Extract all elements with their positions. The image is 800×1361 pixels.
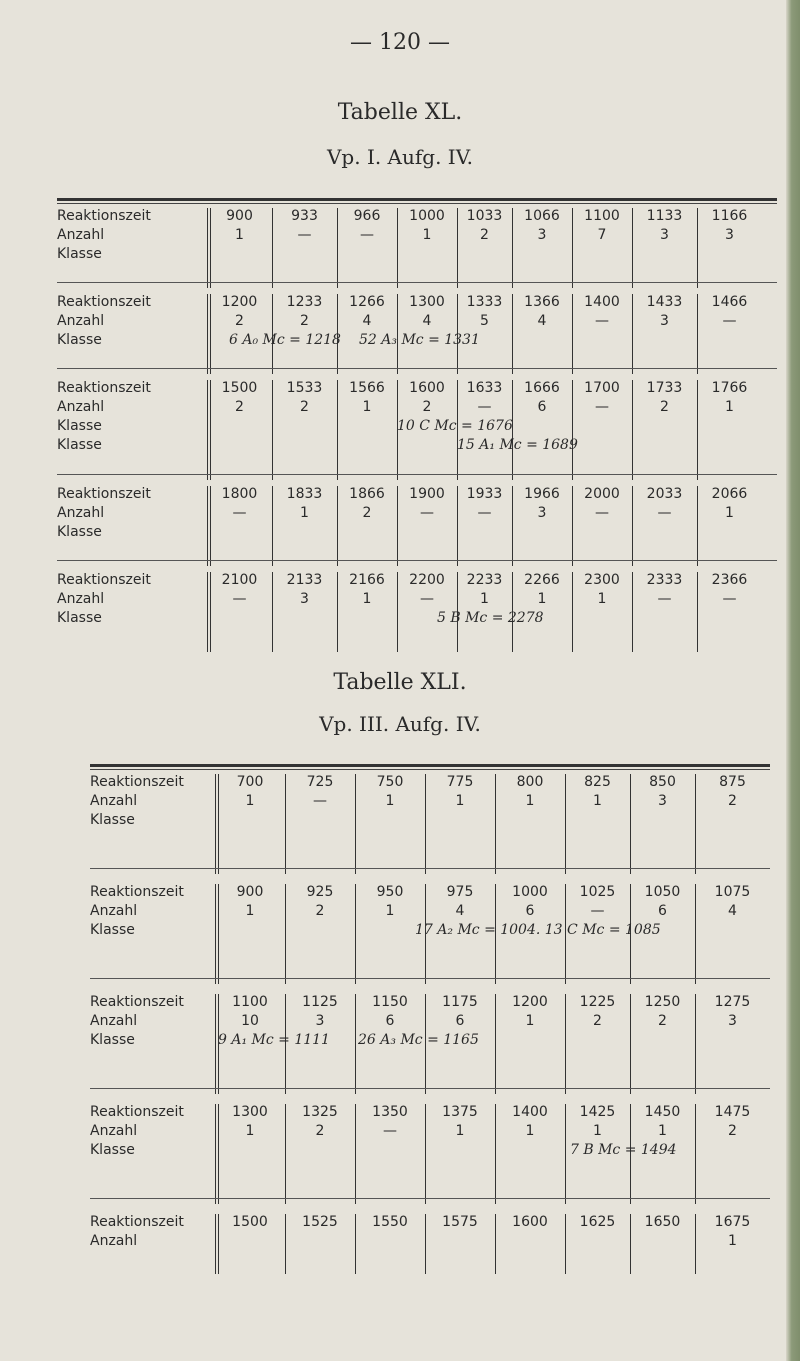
table-xl-top-rule-thin [57, 203, 777, 204]
count-cell: — [232, 591, 247, 607]
time-cell: 1633 [466, 380, 503, 396]
table-xli-title: Tabelle XLI. [333, 670, 467, 695]
time-cell: 1766 [711, 380, 748, 396]
count-cell: 6 [385, 1013, 395, 1029]
count-cell: 3 [315, 1013, 325, 1029]
count-cell: 3 [660, 313, 669, 329]
time-cell: 1200 [221, 294, 258, 310]
time-cell: 1333 [466, 294, 503, 310]
count-cell: — [657, 505, 672, 521]
count-cell: 2 [480, 227, 489, 243]
time-cell: 1900 [409, 486, 445, 502]
class-annotation: 26 A₃ Mc = 1165 [358, 1032, 479, 1048]
count-cell: 1 [728, 1233, 737, 1249]
time-cell: 1500 [221, 380, 258, 396]
time-cell: 2166 [349, 572, 385, 588]
count-cell: 2 [315, 903, 325, 919]
class-annotation: 9 A₁ Mc = 1111 [218, 1032, 330, 1048]
table-xli-subtitle: Vp. III. Aufg. IV. [319, 712, 481, 736]
row-label: Anzahl [90, 1233, 138, 1249]
row-label: Anzahl [90, 903, 138, 919]
class-annotation: 7 B Mc = 1494 [570, 1142, 677, 1158]
count-cell: — [590, 903, 605, 919]
count-cell: 3 [725, 227, 734, 243]
count-cell: 1 [525, 1123, 535, 1139]
block-separator [90, 1088, 770, 1089]
count-cell: 4 [537, 313, 547, 329]
row-label: Reaktionszeit [57, 486, 151, 502]
count-cell: 2 [593, 1013, 602, 1029]
count-cell: 5 [480, 313, 489, 329]
row-label: Anzahl [57, 505, 105, 521]
time-cell: 1475 [714, 1104, 751, 1120]
time-cell: 1933 [466, 486, 503, 502]
row-label: Reaktionszeit [90, 884, 184, 900]
time-cell: 1966 [524, 486, 560, 502]
count-cell: — [420, 505, 434, 521]
count-cell: 2 [300, 399, 309, 415]
table-xl-title: Tabelle XL. [337, 100, 463, 125]
table_xli-block [90, 1104, 770, 1204]
count-cell: 1 [362, 591, 372, 607]
time-cell: 1833 [286, 486, 323, 502]
count-cell: — [595, 399, 609, 415]
count-cell: 2 [728, 1123, 737, 1139]
time-cell: 925 [306, 884, 334, 900]
time-cell: 1533 [286, 380, 323, 396]
time-cell: 1600 [512, 1214, 548, 1230]
count-cell: — [360, 227, 374, 243]
count-cell: 2 [300, 313, 309, 329]
count-cell: 6 [455, 1013, 465, 1029]
row-label: Anzahl [57, 399, 105, 415]
table-xl [57, 208, 777, 648]
row-label: Klasse [57, 246, 102, 262]
count-cell: 3 [658, 793, 667, 809]
time-cell: 1800 [221, 486, 258, 502]
count-cell: 1 [725, 399, 734, 415]
table_xl-block [57, 380, 777, 480]
table-xli [90, 774, 770, 1344]
time-cell: 1625 [579, 1214, 616, 1230]
time-cell: 725 [306, 774, 334, 790]
row-label: Klasse [57, 610, 102, 626]
count-cell: 6 [658, 903, 667, 919]
time-cell: 966 [353, 208, 381, 224]
row-label: Klasse [57, 524, 102, 540]
count-cell: 2 [362, 505, 372, 521]
table_xl-block [57, 294, 777, 374]
row-label: Reaktionszeit [57, 208, 151, 224]
time-cell: 1666 [524, 380, 560, 396]
table-xli-top-rule-thin [90, 769, 770, 770]
count-cell: 2 [235, 399, 244, 415]
count-cell: 1 [593, 793, 602, 809]
count-cell: 1 [525, 793, 535, 809]
table_xl-block [57, 486, 777, 566]
count-cell: 3 [537, 505, 547, 521]
time-cell: 1366 [524, 294, 560, 310]
time-cell: 1266 [349, 294, 385, 310]
class-annotation: 52 A₃ Mc = 1331 [359, 332, 480, 348]
count-cell: 10 [241, 1013, 259, 1029]
block-separator [57, 474, 777, 475]
time-cell: 1675 [714, 1214, 751, 1230]
time-cell: 900 [226, 208, 253, 224]
count-cell: 6 [525, 903, 535, 919]
time-cell: 700 [236, 774, 264, 790]
count-cell: 1 [235, 227, 244, 243]
time-cell: 1150 [372, 994, 408, 1010]
time-cell: 1050 [644, 884, 681, 900]
time-cell: 2333 [646, 572, 683, 588]
count-cell: 1 [455, 1123, 465, 1139]
table-xl-subtitle: Vp. I. Aufg. IV. [326, 145, 474, 169]
row-label: Reaktionszeit [57, 380, 151, 396]
count-cell: 1 [597, 591, 607, 607]
time-cell: 1450 [644, 1104, 681, 1120]
count-cell: — [383, 1123, 397, 1139]
count-cell: 2 [422, 399, 432, 415]
time-cell: 1300 [232, 1104, 268, 1120]
time-cell: 1733 [646, 380, 683, 396]
count-cell: 2 [235, 313, 244, 329]
count-cell: 7 [597, 227, 607, 243]
row-label: Anzahl [90, 793, 138, 809]
row-label: Reaktionszeit [90, 774, 184, 790]
class-annotation: 15 A₁ Mc = 1689 [457, 437, 578, 453]
row-label: Reaktionszeit [90, 994, 184, 1010]
table_xli-block [90, 884, 770, 984]
time-cell: 1066 [524, 208, 560, 224]
count-cell: 1 [480, 591, 489, 607]
time-cell: 1700 [584, 380, 620, 396]
time-cell: 2033 [646, 486, 683, 502]
time-cell: 2300 [584, 572, 620, 588]
time-cell: 2200 [409, 572, 445, 588]
count-cell: — [420, 591, 434, 607]
time-cell: 1275 [714, 994, 751, 1010]
count-cell: — [595, 505, 609, 521]
row-label: Anzahl [57, 591, 105, 607]
time-cell: 2233 [466, 572, 503, 588]
time-cell: 800 [516, 774, 544, 790]
count-cell: — [477, 399, 492, 415]
row-label: Klasse [90, 812, 135, 828]
time-cell: 1466 [711, 294, 748, 310]
count-cell: 2 [660, 399, 669, 415]
time-cell: 1166 [711, 208, 748, 224]
time-cell: 2266 [524, 572, 560, 588]
block-separator [90, 868, 770, 869]
count-cell: — [313, 793, 327, 809]
count-cell: 1 [593, 1123, 602, 1139]
time-cell: 1200 [512, 994, 548, 1010]
count-cell: 2 [658, 1013, 667, 1029]
time-cell: 2066 [711, 486, 748, 502]
time-cell: 1100 [584, 208, 620, 224]
time-cell: 750 [376, 774, 404, 790]
count-cell: 1 [525, 1013, 535, 1029]
count-cell: — [722, 313, 737, 329]
time-cell: 1025 [579, 884, 616, 900]
time-cell: 2366 [711, 572, 748, 588]
time-cell: 900 [236, 884, 264, 900]
time-cell: 1400 [512, 1104, 548, 1120]
time-cell: 1233 [286, 294, 323, 310]
row-label: Anzahl [90, 1013, 138, 1029]
time-cell: 1550 [372, 1214, 408, 1230]
time-cell: 1075 [714, 884, 751, 900]
time-cell: 1425 [579, 1104, 616, 1120]
count-cell: 3 [300, 591, 309, 607]
row-label: Klasse [90, 922, 135, 938]
row-label: Klasse [57, 332, 102, 348]
row-label: Klasse [90, 1032, 135, 1048]
table_xl-block [57, 572, 777, 652]
time-cell: 1866 [349, 486, 385, 502]
block-separator [57, 368, 777, 369]
time-cell: 1350 [372, 1104, 408, 1120]
count-cell: 1 [245, 1123, 255, 1139]
row-label: Klasse [90, 1142, 135, 1158]
table_xli-block [90, 994, 770, 1094]
row-label: Anzahl [57, 227, 105, 243]
time-cell: 1400 [584, 294, 620, 310]
time-cell: 2133 [286, 572, 323, 588]
time-cell: 775 [446, 774, 474, 790]
table-xl-top-rule [57, 198, 777, 201]
time-cell: 1225 [579, 994, 616, 1010]
time-cell: 1325 [302, 1104, 338, 1120]
table_xl-block [57, 208, 777, 288]
block-separator [90, 978, 770, 979]
time-cell: 875 [719, 774, 746, 790]
count-cell: 4 [455, 903, 465, 919]
time-cell: 975 [446, 884, 474, 900]
time-cell: 1100 [232, 994, 268, 1010]
time-cell: 1033 [466, 208, 503, 224]
class-annotation: 17 A₂ Mc = 1004. 13 C Mc = 1085 [415, 922, 661, 938]
table_xli-block [90, 1214, 770, 1274]
row-label: Reaktionszeit [90, 1104, 184, 1120]
time-cell: 1250 [644, 994, 681, 1010]
class-annotation: 6 A₀ Mc = 1218 [229, 332, 341, 348]
time-cell: 1175 [442, 994, 478, 1010]
row-label: Reaktionszeit [57, 294, 151, 310]
count-cell: 1 [725, 505, 734, 521]
time-cell: 950 [376, 884, 404, 900]
row-label: Anzahl [57, 313, 105, 329]
table-xli-top-rule [90, 764, 770, 767]
count-cell: 6 [537, 399, 547, 415]
count-cell: 4 [422, 313, 432, 329]
class-annotation: 10 C Mc = 1676 [397, 418, 513, 434]
count-cell: 1 [385, 903, 395, 919]
table_xli-block [90, 774, 770, 874]
time-cell: 1650 [644, 1214, 681, 1230]
time-cell: 1600 [409, 380, 445, 396]
count-cell: 1 [300, 505, 309, 521]
count-cell: 1 [245, 793, 255, 809]
class-annotation: 5 B Mc = 2278 [437, 610, 544, 626]
row-label: Klasse [57, 418, 102, 434]
count-cell: — [657, 591, 672, 607]
row-label: Anzahl [90, 1123, 138, 1139]
time-cell: 1525 [302, 1214, 338, 1230]
count-cell: 3 [537, 227, 547, 243]
time-cell: 2000 [584, 486, 620, 502]
time-cell: 1000 [512, 884, 548, 900]
row-label: Klasse [57, 437, 102, 453]
time-cell: 1300 [409, 294, 445, 310]
row-label: Reaktionszeit [90, 1214, 184, 1230]
time-cell: 1000 [409, 208, 445, 224]
count-cell: 2 [728, 793, 737, 809]
count-cell: 1 [385, 793, 395, 809]
count-cell: — [232, 505, 247, 521]
count-cell: 3 [660, 227, 669, 243]
count-cell: 2 [315, 1123, 325, 1139]
time-cell: 2100 [221, 572, 258, 588]
row-label: Reaktionszeit [57, 572, 151, 588]
block-separator [57, 282, 777, 283]
count-cell: 1 [422, 227, 432, 243]
block-separator [90, 1198, 770, 1199]
time-cell: 850 [649, 774, 676, 790]
time-cell: 1375 [442, 1104, 478, 1120]
count-cell: 1 [245, 903, 255, 919]
time-cell: 1500 [232, 1214, 268, 1230]
time-cell: 1125 [302, 994, 338, 1010]
count-cell: 4 [728, 903, 737, 919]
count-cell: 3 [728, 1013, 737, 1029]
count-cell: — [477, 505, 492, 521]
page-number: — 120 — [350, 30, 450, 55]
count-cell: — [722, 591, 737, 607]
count-cell: — [297, 227, 312, 243]
time-cell: 933 [291, 208, 318, 224]
time-cell: 1575 [442, 1214, 478, 1230]
count-cell: 1 [455, 793, 465, 809]
count-cell: 1 [658, 1123, 667, 1139]
count-cell: — [595, 313, 609, 329]
time-cell: 1566 [349, 380, 385, 396]
time-cell: 1433 [646, 294, 683, 310]
count-cell: 4 [362, 313, 372, 329]
time-cell: 825 [584, 774, 611, 790]
count-cell: 1 [362, 399, 372, 415]
time-cell: 1133 [646, 208, 683, 224]
count-cell: 1 [537, 591, 547, 607]
block-separator [57, 560, 777, 561]
